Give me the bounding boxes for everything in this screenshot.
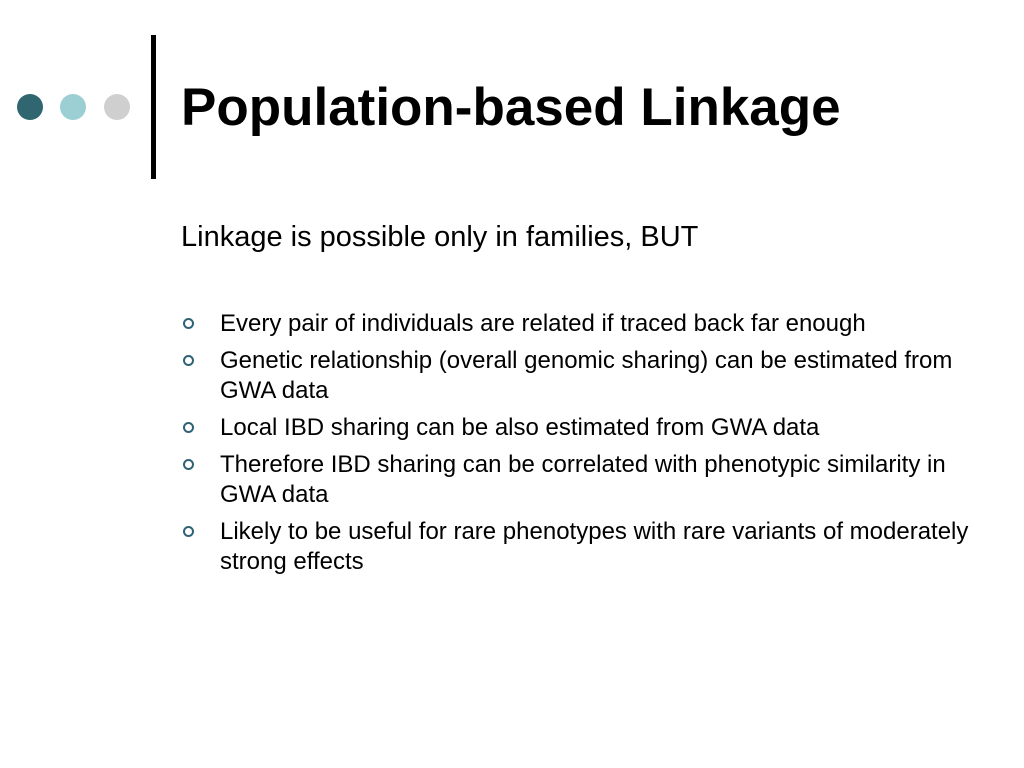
bullet-text: Genetic relationship (overall genomic sharing) can be estimated from GWA data	[220, 347, 953, 404]
bullet-item	[181, 450, 971, 510]
bullet-item	[181, 413, 971, 443]
bullet-text: Therefore IBD sharing can be correlated with phenotypic similarity in GWA data	[220, 451, 946, 508]
hollow-circle-bullet-icon	[183, 526, 194, 537]
bullet-item	[181, 309, 971, 339]
bullet-item	[181, 346, 971, 406]
bullet-text: Local IBD sharing can be also estimated from GWA data	[220, 414, 820, 441]
hollow-circle-bullet-icon	[183, 422, 194, 433]
bullet-text: Likely to be useful for rare phenotypes with rare variants of moderately strong effects	[220, 518, 969, 575]
dark-teal-dot-icon	[17, 94, 43, 120]
gray-dot-icon	[104, 94, 130, 120]
hollow-circle-bullet-icon	[183, 318, 194, 329]
bullet-text: Every pair of individuals are related if traced back far enough	[220, 310, 866, 337]
hollow-circle-bullet-icon	[183, 459, 194, 470]
bullet-item	[181, 517, 971, 577]
title-divider	[151, 35, 156, 179]
light-teal-dot-icon	[60, 94, 86, 120]
lead-statement: Linkage is possible only in families, BUT	[181, 221, 699, 253]
slide-title: Population-based Linkage	[181, 78, 841, 137]
bullet-list	[181, 309, 971, 584]
hollow-circle-bullet-icon	[183, 355, 194, 366]
